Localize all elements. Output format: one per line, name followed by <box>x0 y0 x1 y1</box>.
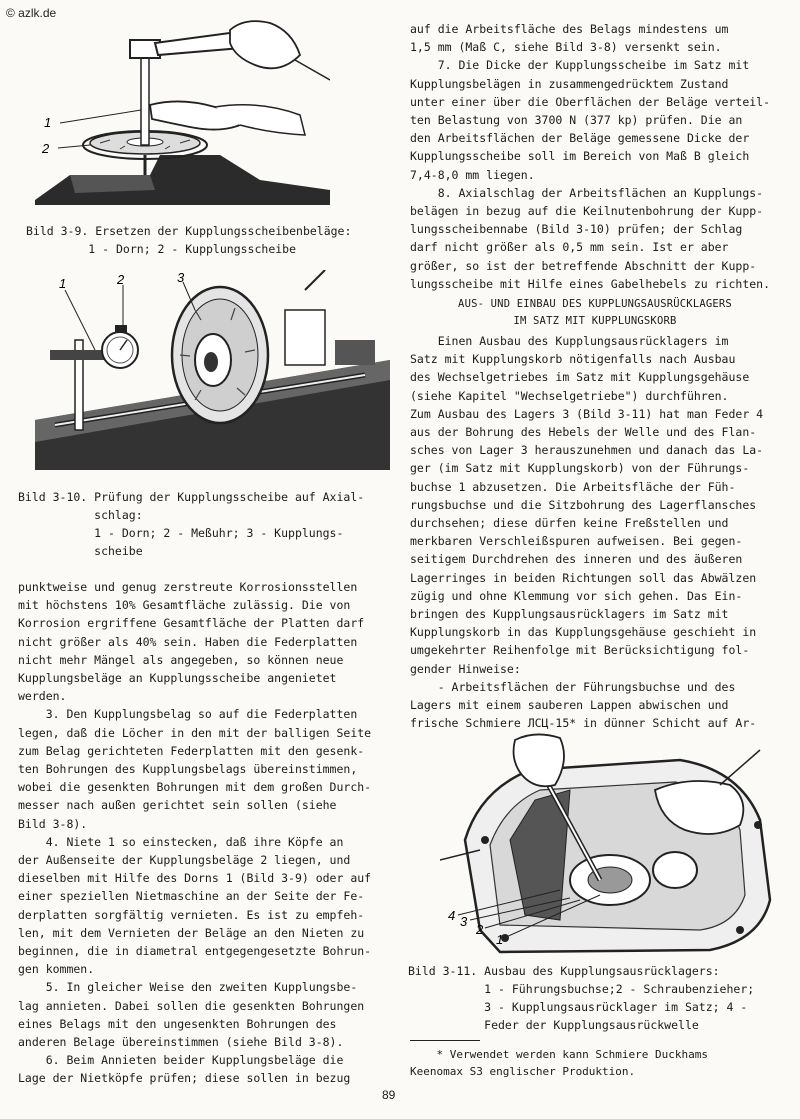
fig311-label-2: 2 <box>476 922 484 937</box>
watermark: © azlk.de <box>6 6 57 20</box>
left-column-text: punktweise und genug zerstreute Korrosionsstellen mit höchstens 10% Gesamtfläche zulässig. Die von Korrosion ergriffene Gesamtfläche der Platten darf nicht größer als 40% sein. Haben die Federplatten nicht mehr Mängel als angegeben, so können neue Kupplungsbeläge an Kupplungsscheibe angenietet werden. 3. Den Kupplungsbelag so auf die Federplatten legen, daß die Löcher in den mit der balligen Seite zum Belag gerichteten Federplatten mit den gesenk- ten Bohrungen des Kupplungsbelags übereinstimmen, wobei die gesenkten Bohrungen mit dem großen Durch- messer nach außen gerichtet sein sollen (siehe Bild 3-8). 4. Niete 1 so einstecken, daß ihre Köpfe an der Außenseite der Kupplungsbeläge 2 liegen, und dieselben mit Hilfe des Dorns 1 (Bild 3-9) oder auf einer speziellen Nietmaschine an der Seite der Fe- derplatten sorgfältig vernieten. Es ist zu empfeh- len, mit dem Vernieten der Beläge an den Nieten zu beginnen, die in diametral entgegengesetzte Bohrun- gen kommen. 5. In gleicher Weise den zweiten Kupplungsbe- lag annieten. Dabei sollen die gesenkten Bohrungen eines Belags mit den ungesenkten Bohrungen des anderen Belage übereinstimmen (siehe Bild 3-8). 6. Beim Annieten beider Kupplungsbeläge die Lage der Nietköpfe prüfen; diese sollen in bezug <box>18 580 372 1086</box>
figure-3-11-caption: Bild 3-11. Ausbau des Kupplungsausrücklagers: 1 - Führungsbuchse;2 - Schraubenzieher; 3 - Kupplungsausrücklager im Satz; 4 - Feder der Kupplungsausrückwelle <box>408 964 755 1032</box>
fig310-label-1: 1 <box>59 276 67 291</box>
fig311-label-1: 1 <box>496 932 504 947</box>
footnote: * Verwendet werden kann Schmiere Duckhams Keenomax S3 englischer Produktion. <box>410 1048 709 1078</box>
figure-3-9-caption: Bild 3-9. Ersetzen der Kupplungsscheibenbeläge: 1 - Dorn; 2 - Kupplungsscheibe <box>26 224 352 256</box>
fig310-label-2: 2 <box>117 272 125 287</box>
figure-3-11-illustration <box>440 730 785 955</box>
right-column-text-bottom: Einen Ausbau des Kupplungsausrücklagers im Satz mit Kupplungskorb nötigenfalls nach Ausbau des Wechselgetriebes im Satz mit Kupplungsgehäuse (siehe Kapitel "Wechselgetriebe") durchführen. Zum Ausbau des Lagers 3 (Bild 3-11) hat man Feder 4 aus der Bohrung des Hebels der Welle und des Flan- sches von Lager 3 herauszunehmen und danach das La- ger (im Satz mit Kupplungskorb) von der Führungs- buchse 1 abzusetzen. Die Arbeitsfläche der Füh- rungsbuchse und die Sitzbohrung des Lagerflansches durchsehen; diese dürfen keine Freßstellen und merkbaren Verschleißspuren aufweisen. Bei gegen- seitigem Durchdrehen des inneren und des äußeren Lagerringes in beiden Richtungen soll das Abwälzen zügig und ohne Klemmung vor sich gehen. Das Ein- bringen des Kupplungsausrücklagers im Satz mit Kupplungskorb in das Kupplungsgehäuse geschieht in umgekehrter Reihenfolge mit Berücksichtigung fol- gender Hinweise: - Arbeitsflächen der Führungsbuchse und des Lagers mit einem sauberen Lappen abwischen und frische Schmiere ЛСЦ-15* in dünner Schicht auf Ar- <box>410 334 764 731</box>
figure-3-10-caption: Bild 3-10. Prüfung der Kupplungsscheibe auf Axial- schlag: 1 - Dorn; 2 - Meßuhr; 3 - Kupplungs- scheibe <box>18 490 365 558</box>
section-heading <box>410 296 780 330</box>
section-heading-line-2: IM SATZ MIT KUPPLUNGSKORB <box>513 315 677 327</box>
fig310-label-3: 3 <box>177 270 185 285</box>
fig39-label-1: 1 <box>44 115 52 130</box>
section-heading-line-1: AUS- UND EINBAU DES KUPPLUNGSAUSRÜCKLAGERS <box>458 298 732 310</box>
fig39-label-2: 2 <box>42 141 50 156</box>
fig311-label-3: 3 <box>460 914 468 929</box>
page-number: 89 <box>382 1088 396 1102</box>
fig311-label-4: 4 <box>448 908 456 923</box>
footnote-separator <box>410 1040 480 1041</box>
right-column-text-top: auf die Arbeitsfläche des Belags mindestens um 1,5 mm (Maß C, siehe Bild 3-8) versenkt sein. 7. Die Dicke der Kupplungsscheibe im Satz mit Kupplungsbelägen in zusammengedrücktem Zustand unter einer über die Oberflächen der Beläge verteil- ten Belastung von 3700 N (377 kp) prüfen. Die an den Arbeitsflächen der Beläge gemessene Dicke der Kupplungsscheibe soll im Bereich von Maß B gleich 7,4-8,0 mm liegen. 8. Axialschlag der Arbeitsflächen an Kupplungs- belägen in bezug auf die Keilnutenbohrung der Kupp- lungsscheibennabe (Bild 3-10) prüfen; der Schlag darf nicht größer als 0,5 mm sein. Ist er aber größer, so ist der betreffende Abschnitt der Kupp- lungsscheibe mit Hilfe eines Gabelhebels zu richten. <box>410 22 771 291</box>
figure-3-10-illustration <box>35 270 390 470</box>
figure-3-9-illustration <box>30 15 330 205</box>
